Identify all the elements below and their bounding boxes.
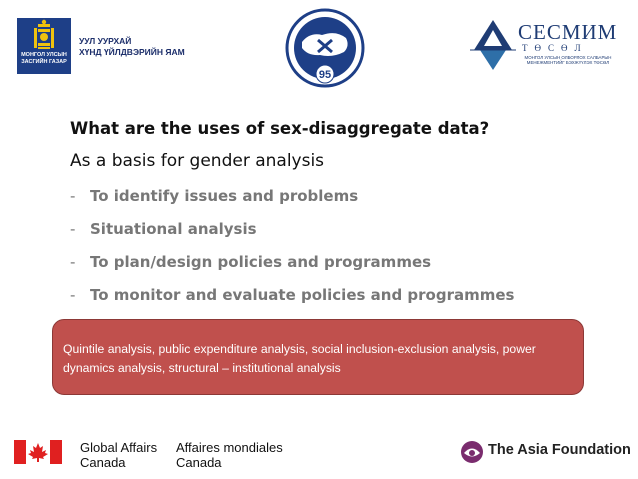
gender-analysis-basis: As a basis for gender analysis xyxy=(70,151,325,171)
cesmim-name: СЕСМИМ xyxy=(518,20,618,44)
mongolia-emblem xyxy=(17,18,71,74)
gac-en-line-2: Canada xyxy=(80,455,126,470)
anniversary-number: 95 xyxy=(318,69,332,81)
global-affairs-canada-en xyxy=(80,440,157,470)
gac-en-line-1: Global Affairs xyxy=(80,440,158,455)
cesmim-description: МОНГОЛ УЛСЫН ОЛБОРЛОХ САЛБАРЫН МЕНЕЖМЕНТИЙГ БЭХЖҮҮЛЭХ ТӨСӨЛ xyxy=(524,55,612,66)
affaires-mondiales-canada-fr xyxy=(176,440,283,470)
dash-bullet: - xyxy=(70,253,76,271)
slide-heading: What are the uses of sex-disaggregate data? xyxy=(70,119,490,138)
cesmim-logo xyxy=(470,16,620,76)
list-item-text: Situational analysis xyxy=(90,220,257,238)
dash-bullet: - xyxy=(70,187,76,205)
list-item-text: To monitor and evaluate policies and programmes xyxy=(90,286,515,304)
dash-bullet: - xyxy=(70,286,76,304)
mountain-star-icon xyxy=(470,16,516,72)
asia-foundation-name: The Asia Foundation xyxy=(488,442,631,458)
emblem-text-line-2: ЗАСГИЙН ГАЗАР xyxy=(21,58,67,65)
uses-list xyxy=(70,187,514,319)
mongolia-government-logo xyxy=(17,18,193,74)
canada-flag-icon xyxy=(14,440,62,464)
asia-foundation-logo xyxy=(460,438,631,466)
list-item xyxy=(70,286,514,319)
list-item-text: To plan/design policies and programmes xyxy=(90,253,432,271)
gac-fr-line-2: Canada xyxy=(176,455,222,470)
soyombo-icon xyxy=(17,18,71,52)
list-item-text: To identify issues and problems xyxy=(90,187,359,205)
globe-emblem-icon xyxy=(280,8,370,90)
ministry-name-line-2: ХҮНД ҮЙЛДВЭРИЙН ЯАМ xyxy=(79,47,185,57)
list-item xyxy=(70,220,514,253)
emblem-text-line-1: МОНГОЛ УЛСЫН xyxy=(21,52,67,58)
analysis-types-callout xyxy=(52,319,584,395)
ministry-name-line-1: УУЛ УУРХАЙ xyxy=(79,36,132,46)
list-item xyxy=(70,253,514,286)
asia-foundation-icon xyxy=(460,440,484,464)
gac-fr-line-1: Affaires mondiales xyxy=(176,440,283,455)
cesmim-subtitle: ТӨСӨЛ xyxy=(522,43,588,53)
dash-bullet: - xyxy=(70,220,76,238)
callout-text: Quintile analysis, public expenditure analysis, social inclusion-exclusion analysis, power dynamics analysis, structural – institutional analysis xyxy=(63,342,536,375)
mining-anniversary-logo xyxy=(280,8,370,90)
list-item xyxy=(70,187,514,220)
